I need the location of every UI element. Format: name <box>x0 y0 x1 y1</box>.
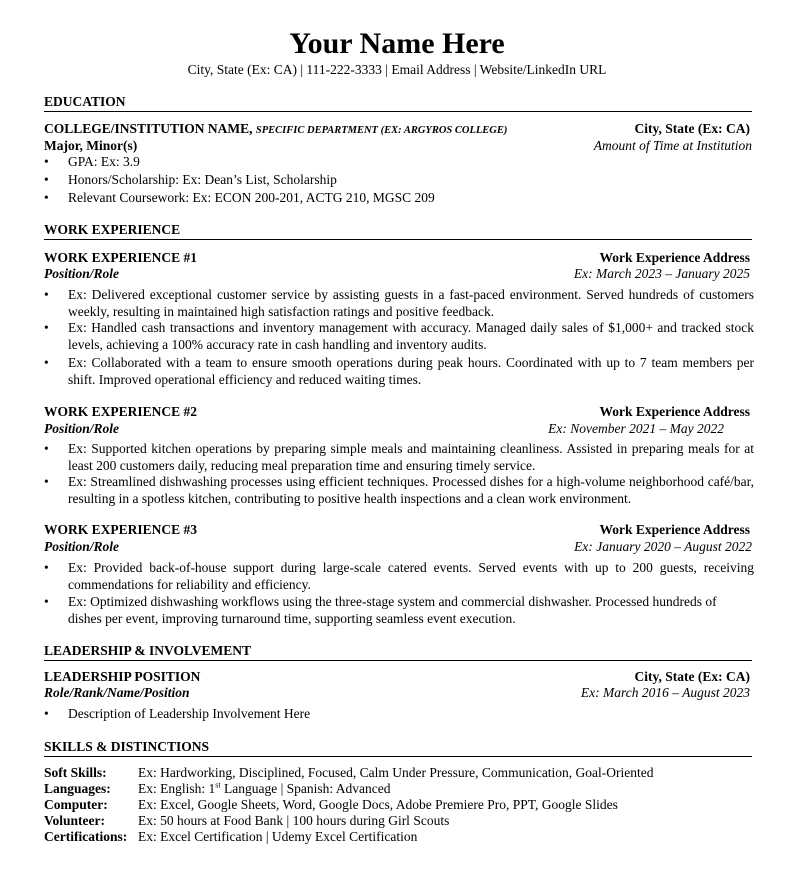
institution-location: City, State (Ex: CA) <box>634 121 750 136</box>
skills-label: Certifications: <box>44 829 128 844</box>
job-role: Position/Role <box>44 266 120 281</box>
skills-value: Ex: Excel Certification | Udemy Excel Certification <box>138 829 418 844</box>
major-minor: Major, Minor(s) <box>44 138 138 153</box>
contact-line: City, State (Ex: CA) | 111-222-3333 | Email Address | Website/LinkedIn URL <box>187 62 607 77</box>
skills-label: Computer: <box>44 797 108 812</box>
skills-heading: SKILLS & DISTINCTIONS <box>44 739 752 757</box>
skills-label: Languages: <box>44 781 111 796</box>
skills-value: Ex: Excel, Google Sheets, Word, Google Docs, Adobe Premiere Pro, PPT, Google Slides <box>138 797 618 812</box>
skills-value: Ex: English: 1st Language | Spanish: Advanced <box>138 780 391 796</box>
skills-value: Ex: Hardworking, Disciplined, Focused, Calm Under Pressure, Communication, Goal-Oriented <box>138 765 654 780</box>
leadership-location: City, State (Ex: CA) <box>634 669 750 684</box>
job-dates: Ex: November 2021 – May 2022 <box>548 421 724 436</box>
job-title: WORK EXPERIENCE #2 <box>44 404 198 419</box>
institution-department: SPECIFIC DEPARTMENT (EX: ARGYROS COLLEGE) <box>255 125 508 136</box>
job-title: WORK EXPERIENCE #1 <box>44 250 198 265</box>
resume-page: Your Name Here City, State (Ex: CA) | 111-222-3333 | Email Address | Website/LinkedIn URL EDUCATION COLLEGE/INSTITUTION NAME, SPECIFIC DEPARTMENT (EX: ARGYROS COLLEGE) City, State (Ex: CA) Major, Minor(s) Amount of Time at Institution • GPA: Ex: 3.9 • Honors/Scholarship: Ex: Dean’s List, Scholarship • Relevant Coursework: Ex: ECON 200-201, ACTG 210, MGSC 209 WORK EXPERIENCE WORK EXPERIENCE #1 Work Experience Address Position/Role Ex: March 2023 – January 2025 • Ex: Delivered exceptional customer service by assisting guests in a fast-paced environment. Served hundreds of customers weekly, resulting in maintained high satisfaction ratings and positive feedback. • Ex: Handled cash transactions and inventory management with accuracy. Managed daily sales of $1,000+ and tracked stock levels, achieving a 100% accuracy rate in cash handling and inventory audits. • Ex: Collaborated with a team to ensure smooth operations during peak hours. Coordinated with up to 7 team members per shift. Improved operational efficiency and reduced waiting times. WORK EXPERIENCE #2 Work Experience Address Position/Role Ex: November 2021 – May 2022 • Ex: Supported kitchen operations by preparing simple meals and maintaining cleanliness. Assisted in preparing meals for at least 200 customers daily, reducing meal preparation time and ensuring timely service. • Ex: Streamlined dishwashing processes using efficient techniques. Processed dishes for a high-volume neighborhood café/bar, resulting in a spotless kitchen, contributing to positive health inspections and a clean work environment. WORK EXPERIENCE #3 Work Experience Address Position/Role Ex: January 2020 – August 2022 • Ex: Provided back-of-house support during large-scale catered events. Served events with up to 200 guests, receiving commendations for reliability and efficiency. • Ex: Optimized dishwashing workflows using the three-stage system and commercial dishwasher. Processed hundreds of dishes per event, improving turnaround time, supporting seamless event execution. LEADERSHIP & INVOLVEMENT LEADERSHIP POSITION City, State (Ex: CA) Role/Rank/Name/Position Ex: March 2016 – August 2023 • Description of Leadership Involvement Here SKILLS & DISTINCTIONS Soft Skills: Ex: Hardworking, Disciplined, Focused, Calm Under Pressure, Communication, Goal-Oriented Languages: Ex: English: 1st Language | Spanish: Advanced Computer: Ex: Excel, Google Sheets, Word, Google Docs, Adobe Premiere Pro, PPT, Google Slides Volunteer: Ex: 50 hours at Food Bank | 100 hours during Girl Scouts Certifications: Ex: Excel Certification | Udemy Excel Certification <box>0 0 794 874</box>
job-address: Work Experience Address <box>599 404 750 419</box>
skills-value: Ex: 50 hours at Food Bank | 100 hours during Girl Scouts <box>138 813 450 828</box>
education-heading: EDUCATION <box>44 94 752 112</box>
job-role: Position/Role <box>44 539 120 554</box>
work-experience-heading: WORK EXPERIENCE <box>44 222 752 240</box>
skills-label: Soft Skills: <box>44 765 107 780</box>
leadership-title: LEADERSHIP POSITION <box>44 669 201 684</box>
leadership-heading: LEADERSHIP & INVOLVEMENT <box>44 643 752 661</box>
job-dates: Ex: March 2023 – January 2025 <box>573 266 750 281</box>
job-address: Work Experience Address <box>599 250 750 265</box>
job-role: Position/Role <box>44 421 120 436</box>
job-title: WORK EXPERIENCE #3 <box>44 522 198 537</box>
leadership-role: Role/Rank/Name/Position <box>44 685 190 700</box>
institution-time: Amount of Time at Institution <box>593 138 752 153</box>
job-dates: Ex: January 2020 – August 2022 <box>574 539 752 554</box>
resume-name: Your Name Here <box>289 27 505 60</box>
skills-label: Volunteer: <box>44 813 105 828</box>
job-address: Work Experience Address <box>599 522 750 537</box>
institution-name: COLLEGE/INSTITUTION NAME, <box>44 121 253 136</box>
leadership-dates: Ex: March 2016 – August 2023 <box>580 685 750 700</box>
